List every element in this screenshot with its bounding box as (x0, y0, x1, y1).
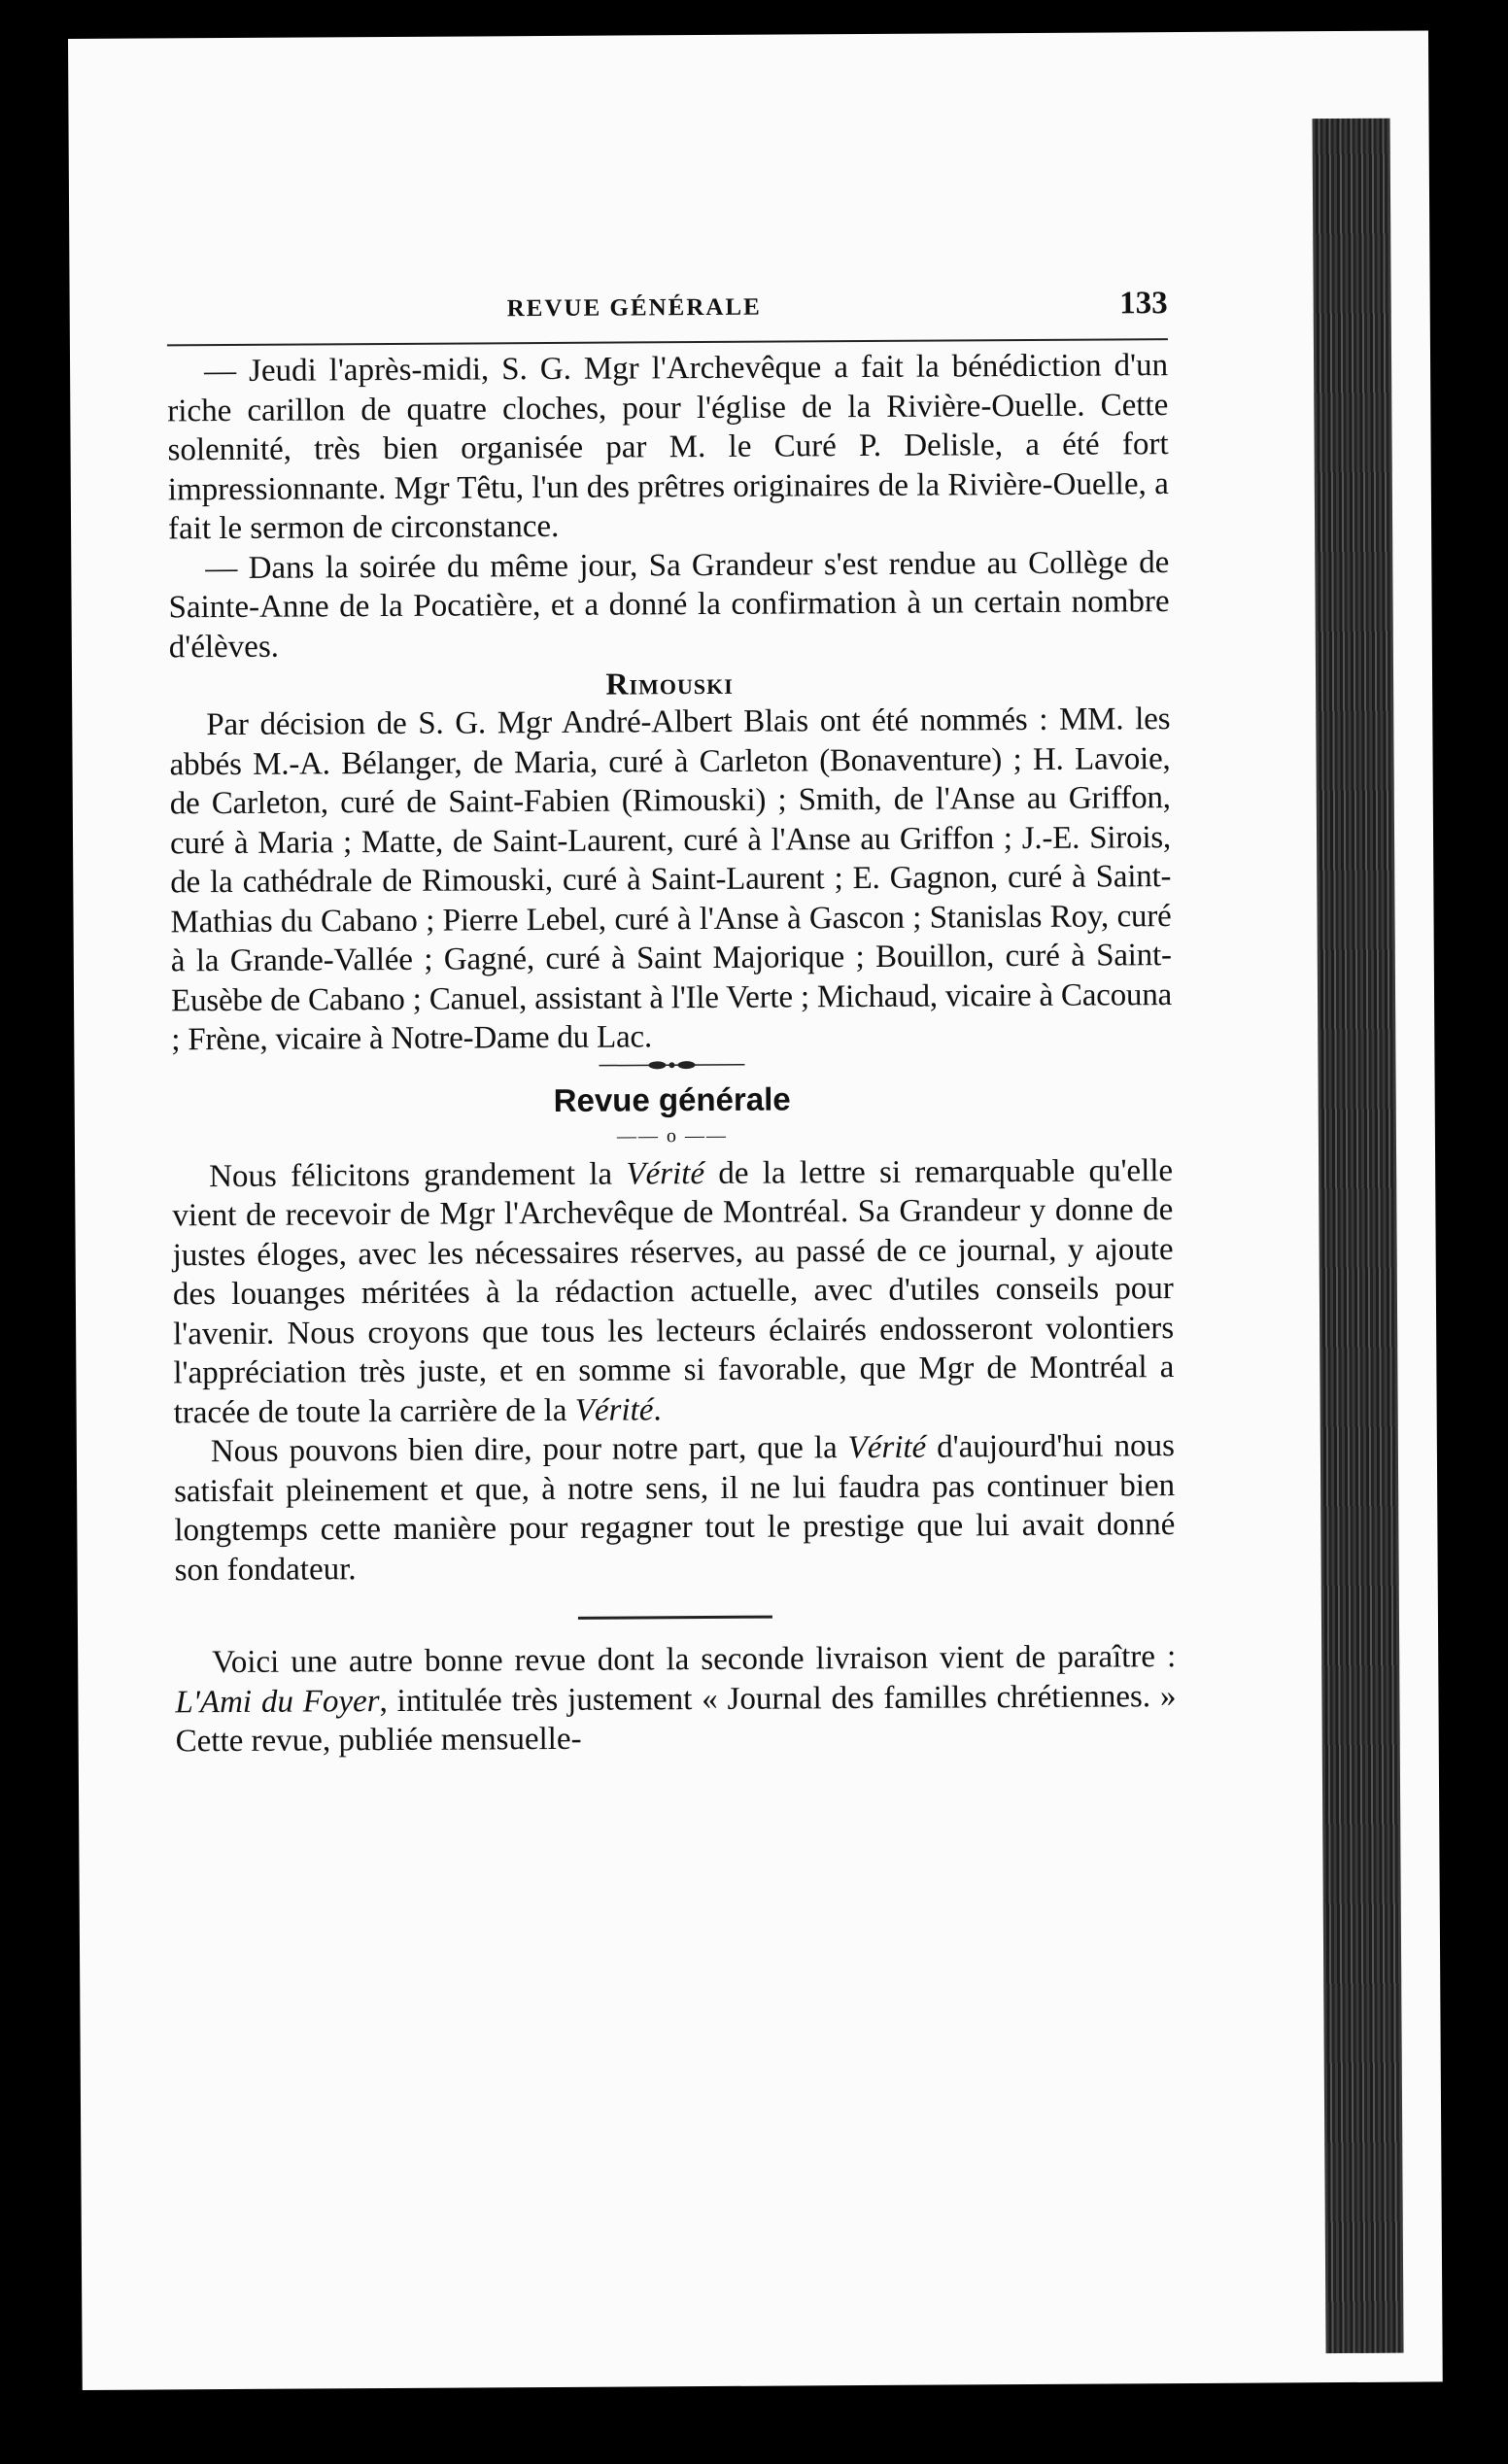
text-run: d'aujourd'hui nous satisfait pleinement et que, à notre sens, il ne lui faudra pas continuer bien longtemps cette manière pour regagner tout le prestige que lui avait donné son fondateur. (174, 1428, 1176, 1588)
paragraph-college-sainte-anne: — Dans la soirée du même jour, Sa Grandeur s'est rendue au Collège de Sainte-Anne de la Pocatière, et a donné la confirmation à un certain nombre d'élèves. (168, 544, 1170, 665)
separator-o: —— o —— (616, 1124, 728, 1147)
paragraph-nominations: Par décision de S. G. Mgr André-Albert Blais ont été nommés : MM. les abbés M.-A. Bélanger, de Maria, curé à Carleton (Bonaventure) ; H. Lavoie, de Carleton, curé de Saint-Fabien (Rimouski) ; Smith, de l'Anse au Griffon, curé à Maria ; Matte, de Saint-Laurent, curé à l'Anse au Griffon ; J.-E. Sirois, de la cathédrale de Rimouski, curé à Saint-Laurent ; E. Gagnon, curé à Saint-Mathias du Cabano ; Pierre Lebel, curé à l'Anse à Gascon ; Stanislas Roy, curé à la Grande-Vallée ; Gagné, curé à Saint Majorique ; Bouillon, curé à Saint-Eusèbe de Cabano ; Canuel, assistant à l'Ile Verte ; Michaud, vicaire à Cacouna ; Frène, vicaire à Notre-Dame du Lac. (169, 702, 1173, 1058)
rimouski-heading-text: Rimouski (605, 665, 734, 702)
paragraph-verite-lettre (172, 1151, 1175, 1433)
paragraph-ami-du-foyer (175, 1637, 1177, 1762)
paragraph-riviere-ouelle: — Jeudi l'après-midi, S. G. Mgr l'Archevêque a fait la bénédiction d'un riche carillon de quatre cloches, pour l'église de la Rivière-Ouelle. Cette solennité, très bien organisée par M. le Curé P. Delisle, a été fort impressionnante. Mgr Têtu, l'un des prêtres originaires de la Rivière-Ouelle, a fait le sermon de circonstance. (167, 348, 1169, 547)
italic-ami-du-foyer: L'Ami du Foyer (175, 1683, 380, 1720)
text-run: Voici une autre bonne revue dont la seconde livraison vient de paraître : (212, 1639, 1177, 1681)
italic-verite: Vérité (847, 1429, 927, 1466)
text-run: . (653, 1391, 662, 1427)
paragraph-verite-aujourdhui (174, 1426, 1176, 1590)
italic-verite: Vérité (626, 1155, 705, 1192)
text-run: Nous félicitons grandement la (209, 1156, 627, 1194)
text-run: , intitulée très justement « Journal des familles chrétiennes. » Cette revue, publiée mensuelle- (175, 1678, 1177, 1760)
page-stack-edge (1313, 119, 1404, 2353)
section-heading-rimouski (169, 661, 1170, 705)
book-page (68, 30, 1443, 2390)
ornament-divider-icon (599, 1056, 744, 1073)
running-head: REVUE GÉNÉRALE (506, 293, 762, 323)
text-block (166, 270, 1176, 1762)
italic-verite: Vérité (574, 1391, 654, 1428)
page-header (166, 270, 1167, 346)
page-number: 133 (1119, 286, 1168, 322)
horizontal-rule (578, 1616, 772, 1620)
text-run: Nous pouvons bien dire, pour notre part, que la (210, 1430, 848, 1470)
section-heading-revue-generale: Revue générale (553, 1079, 791, 1118)
text-run: de la lettre si remarquable qu'elle vient de recevoir de Mgr l'Archevêque de Montréal. Sa Grandeur y donne de justes éloges, avec les nécessaires réserves, au passé de ce journal, y ajoute des louanges méritées à la rédaction actuelle, avec d'utiles conseils pour l'avenir. Nous croyons que tous les lecteurs éclairés endosseront volontiers l'appréciation très juste, et en somme si favorable, que Mgr de Montréal a tracée de toute la carrière de la (172, 1152, 1175, 1430)
